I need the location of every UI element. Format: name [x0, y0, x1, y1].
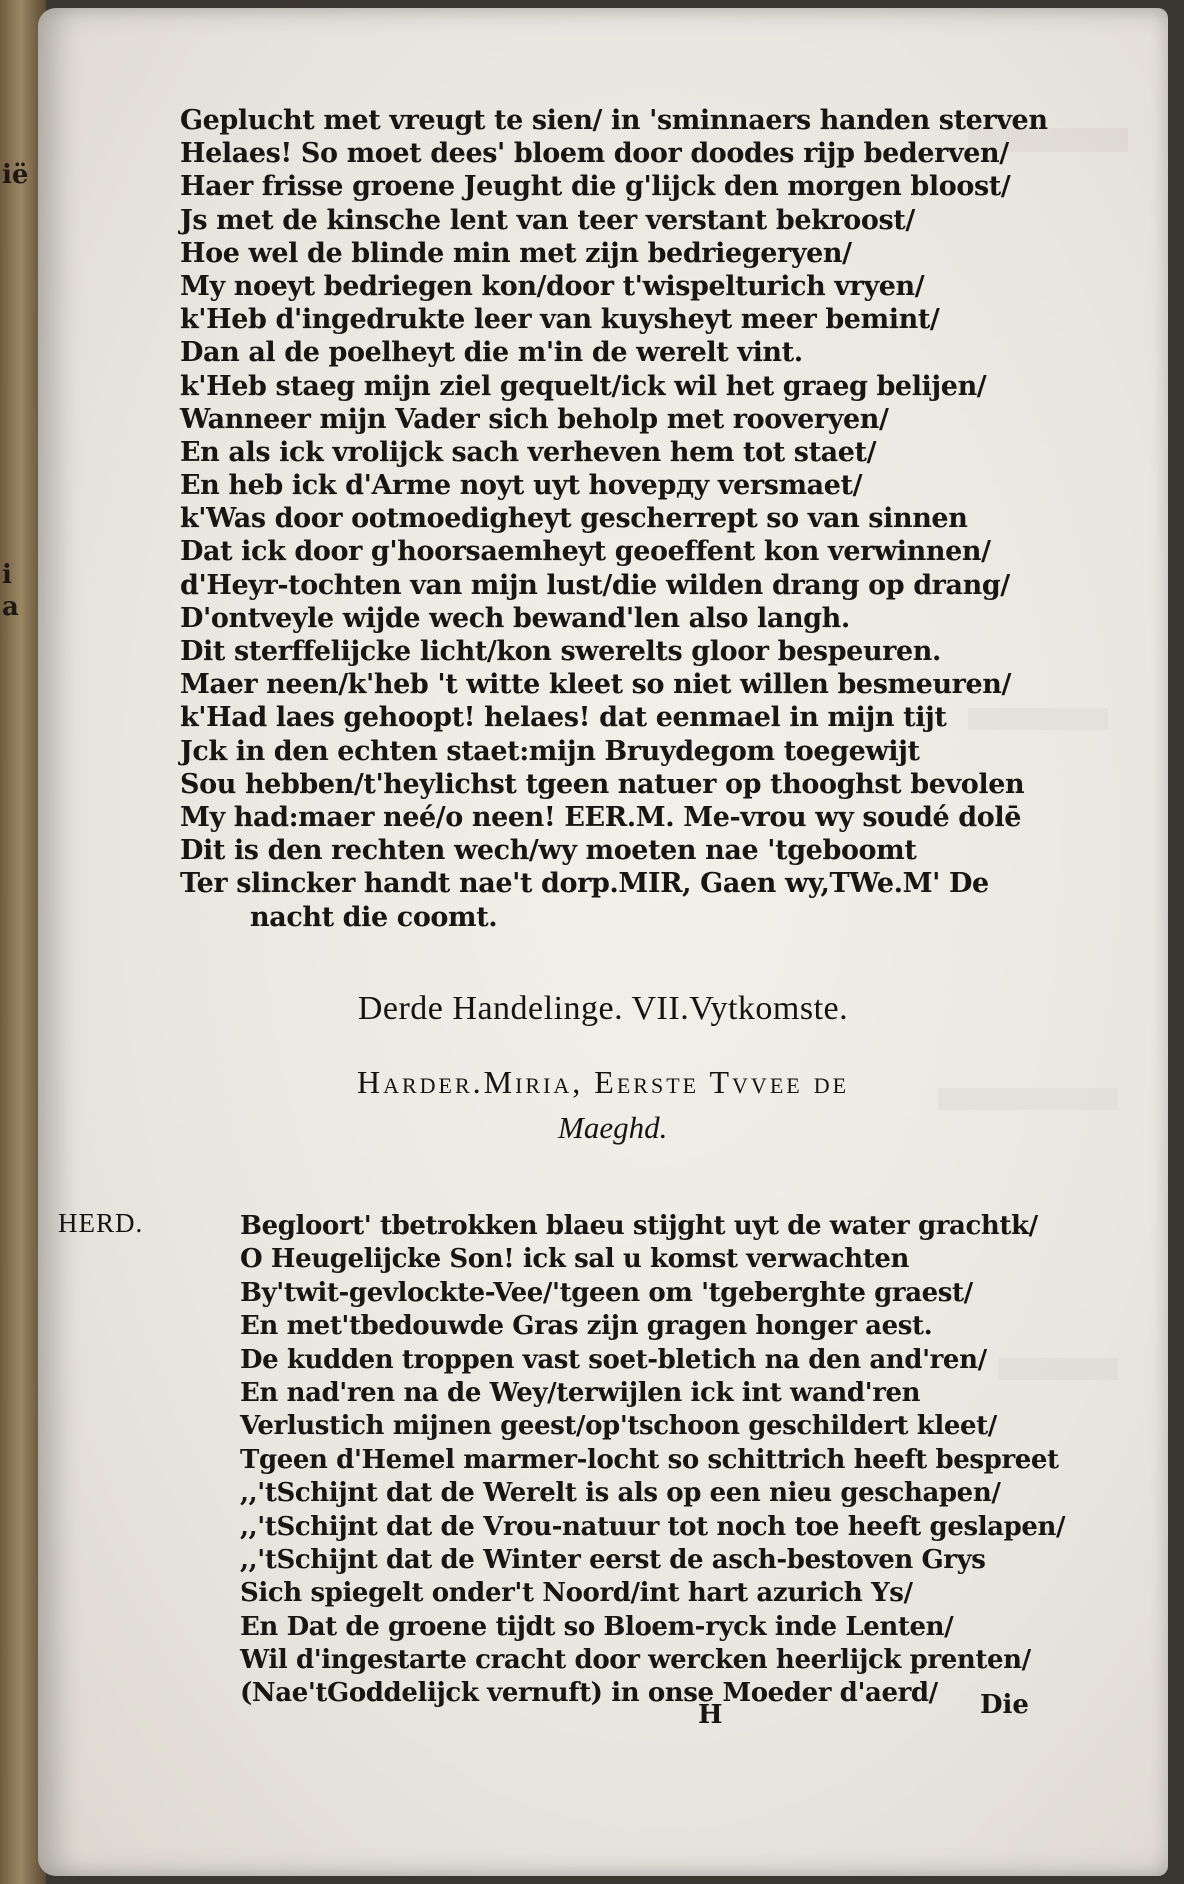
verse-line: Ter slincker handt nae't dorp.MIR, Gaen wy,TWe.M' De [180, 868, 989, 900]
verse-line: k'Had laes gehoopt! helaes! dat eenmael in mijn tijt [180, 702, 947, 734]
verse-line: Dit sterffelijcke licht/kon swerelts gloor bespeuren. [180, 636, 942, 667]
verse-line: Dan al de poelheyt die m'in de werelt vint. [180, 337, 803, 369]
cast-list: Harder.Miria, Eerste Tvvee de [356, 1064, 850, 1100]
speech-block [240, 1210, 1120, 1711]
adjacent-page-fragment: a [2, 592, 19, 622]
speech-line: En Dat de groene tijdt so Bloem-ryck inde Lenten/ [240, 1611, 954, 1642]
speech-line: ,,'tSchijnt dat de Vrou-natuur tot noch toe heeft geslapen/ [240, 1511, 1066, 1542]
book-page [38, 8, 1168, 1876]
speech-line: Sich spiegelt onder't Noord/int hart azurich Ys/ [240, 1578, 913, 1609]
verse-line: Hoe wel de blinde min met zijn bedriegeryen/ [180, 237, 852, 269]
speech-line: En met'tbedouwde Gras zijn gragen honger aest. [240, 1311, 933, 1342]
verse-line: Helaes! So moet dees' bloem door doodes rijp bederven/ [180, 138, 1009, 170]
speech-line: De kudden troppen vast soet-bletich na den and'ren/ [240, 1344, 987, 1375]
speech-line: ,,'tSchijnt dat de Winter eerst de asch-bestoven Grys [240, 1544, 986, 1575]
verse-line: Js met de kinsche lent van teer verstant bekroost/ [180, 204, 915, 236]
adjacent-page-fragment: ië [2, 160, 29, 190]
catchword: Die [980, 1690, 1029, 1720]
verse-line: k'Heb d'ingedrukte leer van kuysheyt meer bemint/ [180, 304, 940, 336]
speech-line: (Nae'tGoddelijck vernuft) in onse Moeder d'aerd/ [240, 1678, 938, 1709]
verse-block [180, 104, 1100, 934]
adjacent-page-fragment: i [2, 560, 12, 590]
verse-line: D'ontveyle wijde wech bewand'len also langh. [180, 602, 850, 634]
verse-line: Dit is den rechten wech/wy moeten nae 'tgeboomt [180, 835, 917, 867]
speech-line: Verlustich mijnen geest/op'tschoon geschildert kleet/ [240, 1411, 997, 1442]
speech-line: O Heugelijcke Son! ick sal u komst verwachten [240, 1244, 909, 1275]
speaker-label: HERD. [58, 1208, 144, 1238]
speech-line: En nad'ren na de Wey/terwijlen ick int wand'ren [240, 1377, 921, 1408]
verse-line: Wanneer mijn Vader sich beholp met rooveryen/ [180, 403, 889, 435]
verse-continuation: nacht die coomt. [250, 901, 498, 933]
speech-line: Begloort' tbetrokken blaeu stijght uyt de water grachtk/ [240, 1211, 1038, 1241]
verse-line: k'Heb staeg mijn ziel gequelt/ick wil het graeg belijen/ [180, 370, 987, 402]
scene-heading: Derde Handelinge. VII.Vytkomste. [357, 990, 849, 1027]
verse-line: En als ick vrolijck sach verheven hem tot staet/ [180, 436, 877, 468]
speech-line: By'twit-gevlockte-Vee/'tgeen om 'tgeberghte graest/ [240, 1277, 973, 1308]
verse-line: En heb ick d'Arme noyt uyt hovердy versmaet/ [180, 470, 863, 502]
verse-line: Jck in den echten staet:mijn Bruydegom toegewijt [180, 735, 920, 767]
speech-line: ,,'tSchijnt dat de Werelt is als op een nieu geschapen/ [240, 1478, 1001, 1509]
verse-line: d'Heyr-tochten van mijn lust/die wilden drang op drang/ [180, 569, 1010, 601]
verse-line: Dat ick door g'hoorsaemheyt geoeffent kon verwinnen/ [180, 536, 991, 568]
verse-line: My had:maer neé/o neen! EER.M. Me-vrou wy soudé dolē [180, 801, 1021, 833]
verse-line: Haer frisse groene Jeught die g'lijck den morgen bloost/ [180, 171, 1011, 203]
verse-line: Geplucht met vreugt te sien/ in 'sminnaers handen sterven [180, 105, 1048, 136]
signature-mark: H [698, 1700, 723, 1730]
verse-line: My noeyt bedriegen kon/door t'wispelturich vryen/ [180, 270, 925, 302]
speech-line: Tgeen d'Hemel marmer-locht so schittrich heeft bespreet [240, 1444, 1059, 1475]
verse-line: Maer neen/k'heb 't witte kleet so niet willen besmeuren/ [180, 669, 1011, 701]
verse-line: Sou hebben/t'heylichst tgeen natuer op thooghst bevolen [180, 768, 1025, 800]
speech-line: Wil d'ingestarte cracht door wercken heerlijck prenten/ [240, 1645, 1031, 1676]
cast-list-continuation: Maeghd. [558, 1110, 668, 1145]
verse-line: k'Was door ootmoedigheyt gescherrept so van sinnen [180, 503, 968, 535]
